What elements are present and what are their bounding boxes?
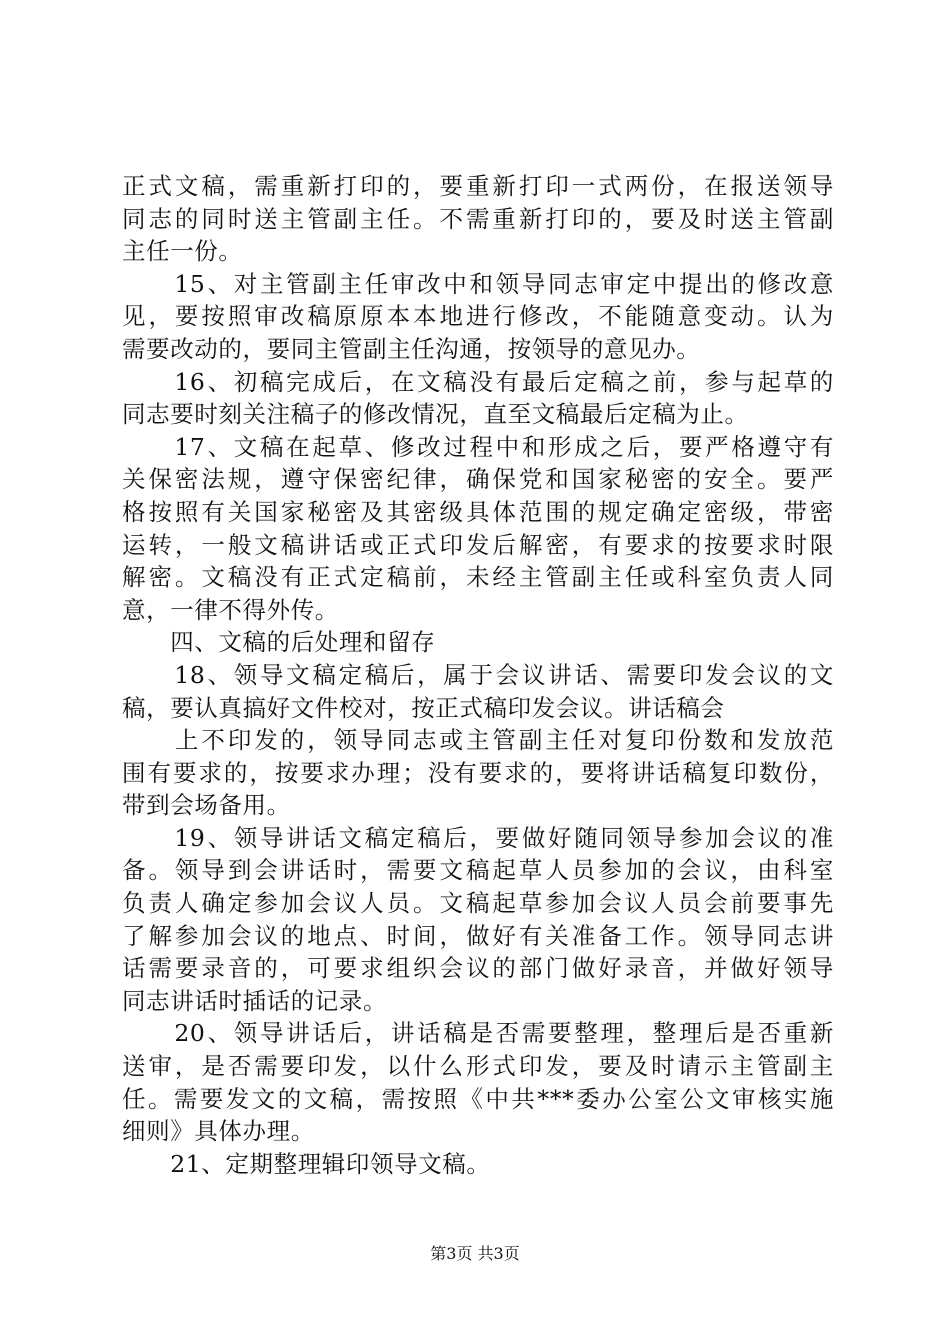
text-line: 运转，一般文稿讲话或正式印发后解密，有要求的按要求时限 bbox=[122, 530, 834, 559]
text-line: 上不印发的，领导同志或主管副主任对复印份数和发放范 bbox=[122, 726, 834, 755]
text-line: 16、初稿完成后，在文稿没有最后定稿之前，参与起草的 bbox=[122, 367, 834, 396]
text-line: 围有要求的，按要求办理；没有要求的，要将讲话稿复印数份， bbox=[122, 758, 834, 787]
body-text bbox=[122, 170, 834, 1180]
text-line: 同志讲话时插话的记录。 bbox=[122, 986, 388, 1015]
text-line: 见，要按照审改稿原原本本地进行修改，不能随意变动。认为 bbox=[122, 302, 834, 331]
text-line: 21、定期整理辑印领导文稿。 bbox=[122, 1149, 491, 1178]
text-line: 同志的同时送主管副主任。不需重新打印的，要及时送主管副 bbox=[122, 204, 834, 233]
text-line: 备。领导到会讲话时，需要文稿起草人员参加的会议，由科室 bbox=[122, 856, 834, 885]
text-line: 送审，是否需要印发，以什么形式印发，要及时请示主管副主 bbox=[122, 1052, 834, 1081]
text-line: 需要改动的，要同主管副主任沟通，按领导的意见办。 bbox=[122, 334, 701, 363]
text-line: 解密。文稿没有正式定稿前，未经主管副主任或科室负责人同 bbox=[122, 563, 834, 592]
section-heading: 四、文稿的后处理和留存 bbox=[122, 628, 436, 657]
text-line: 带到会场备用。 bbox=[122, 791, 291, 820]
page-number-footer: 第3页 共3页 bbox=[430, 1244, 520, 1263]
text-line: 19、领导讲话文稿定稿后，要做好随同领导参加会议的准 bbox=[122, 823, 834, 852]
text-line: 18、领导文稿定稿后，属于会议讲话、需要印发会议的文 bbox=[122, 660, 834, 689]
text-line: 关保密法规，遵守保密纪律，确保党和国家秘密的安全。要严 bbox=[122, 465, 834, 494]
text-line: 负责人确定参加会议人员。文稿起草参加会议人员会前要事先 bbox=[122, 889, 834, 918]
text-line: 主任一份。 bbox=[122, 237, 243, 266]
text-line: 格按照有关国家秘密及其密级具体范围的规定确定密级，带密 bbox=[122, 497, 834, 526]
text-line: 15、对主管副主任审改中和领导同志审定中提出的修改意 bbox=[122, 269, 834, 298]
text-line: 了解参加会议的地点、时间，做好有关准备工作。领导同志讲 bbox=[122, 921, 834, 950]
text-line: 20、领导讲话后，讲话稿是否需要整理，整理后是否重新 bbox=[122, 1019, 834, 1048]
text-line: 正式文稿，需重新打印的，要重新打印一式两份，在报送领导 bbox=[122, 172, 834, 200]
text-line: 17、文稿在起草、修改过程中和形成之后，要严格遵守有 bbox=[122, 432, 834, 461]
text-line: 细则》具体办理。 bbox=[122, 1117, 315, 1146]
text-line: 任。需要发文的文稿，需按照《中共***委办公室公文审核实施 bbox=[122, 1084, 834, 1113]
text-line: 意，一律不得外传。 bbox=[122, 595, 339, 624]
text-line: 稿，要认真搞好文件校对，按正式稿印发会议。讲话稿会 bbox=[122, 693, 725, 722]
text-line: 同志要时刻关注稿子的修改情况，直至文稿最后定稿为止。 bbox=[122, 400, 749, 429]
text-line: 话需要录音的，可要求组织会议的部门做好录音，并做好领导 bbox=[122, 954, 834, 983]
